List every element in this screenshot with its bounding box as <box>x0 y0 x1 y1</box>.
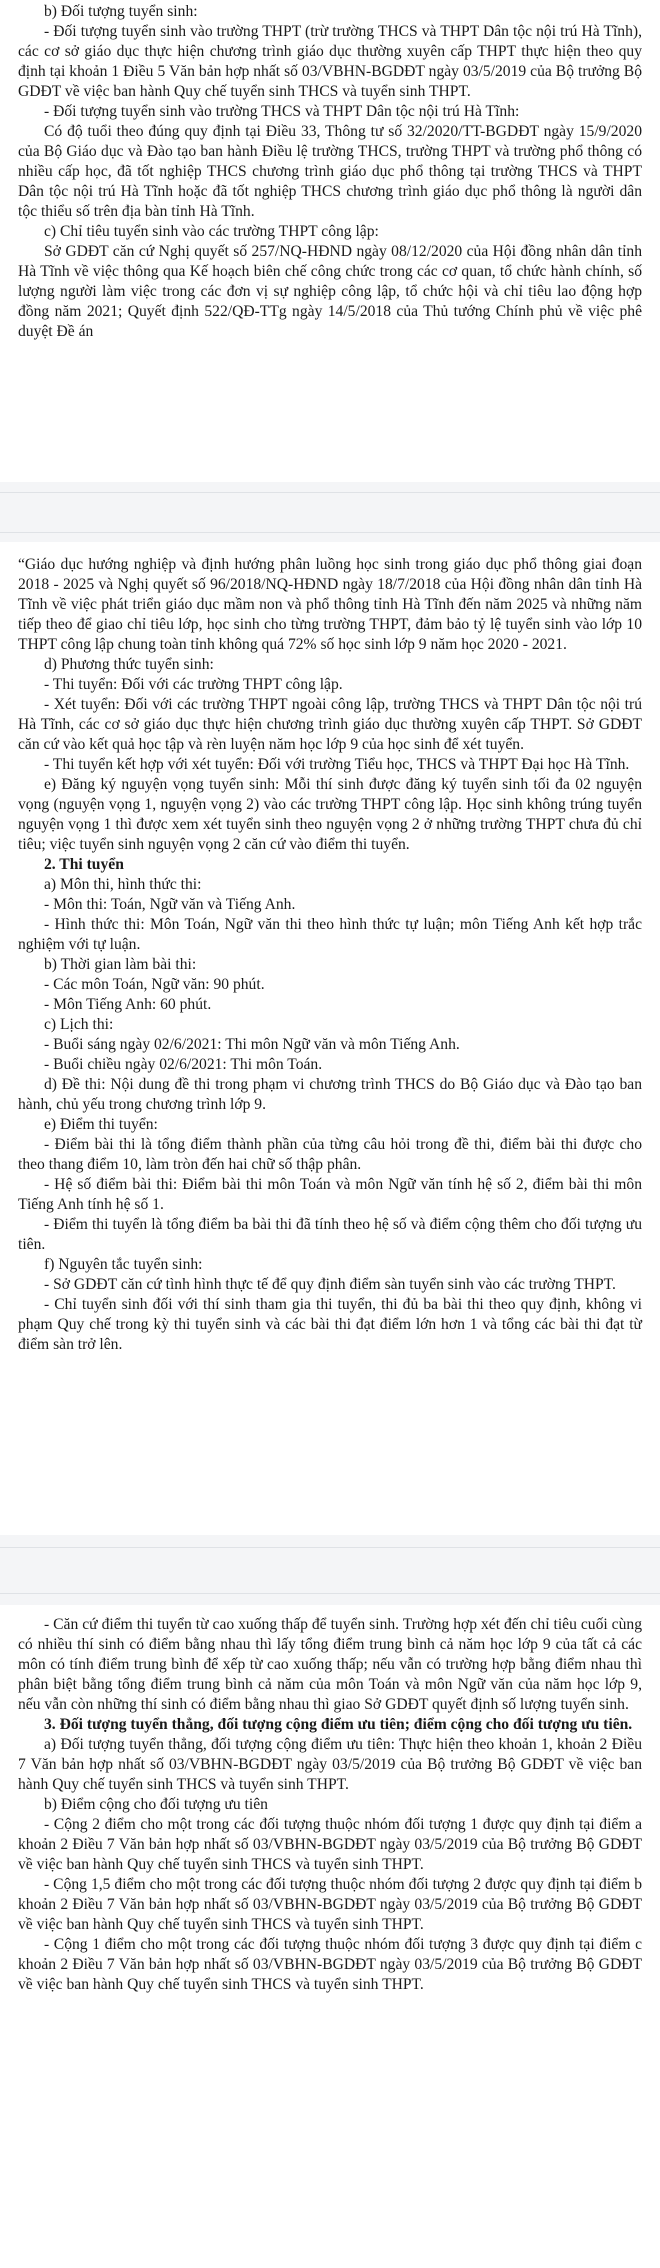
paragraph: - Thi tuyển kết hợp với xét tuyển: Đối với trường Tiểu học, THCS và THPT Đại học Hà Tĩnh. <box>44 756 630 773</box>
paragraph: - Điểm thi tuyển là tổng điểm ba bài thi đã tính theo hệ số và điểm cộng thêm cho đối tượng ưu tiên. <box>18 1216 642 1253</box>
page-break-1 <box>0 482 660 542</box>
paragraph: “Giáo dục hướng nghiệp và định hướng phân luồng học sinh trong giáo dục phổ thông giai đoạn 2018 - 2025 và Nghị quyết số 96/2018/NQ-HĐND ngày 18/7/2018 của Hội đồng nhân dân tỉnh Hà Tĩnh về việc phát triển giáo dục mầm non và phổ thông tỉnh Hà Tĩnh đến năm 2025 và những năm tiếp theo để giao chỉ tiêu lớp, học sinh cho từng trường THPT, đảm bảo tỷ lệ tuyển sinh vào lớp 10 THPT công lập chung toàn tỉnh không quá 72% số học sinh lớp 9 năm học 2020 - 2021. <box>18 556 642 653</box>
paragraph: - Cộng 2 điểm cho một trong các đối tượng thuộc nhóm đối tượng 1 được quy định tại điểm a khoản 2 Điều 7 Văn bản hợp nhất số 03/VBHN-BGDĐT ngày 03/5/2019 của Bộ trưởng Bộ GDĐT về việc ban hành Quy chế tuyển sinh THCS và tuyển sinh THPT. <box>18 1816 642 1873</box>
paragraph: b) Thời gian làm bài thi: <box>44 956 197 973</box>
paragraph: d) Phương thức tuyển sinh: <box>44 656 214 673</box>
paragraph: - Thi tuyển: Đối với các trường THPT công lập. <box>44 676 343 693</box>
paragraph: a) Đối tượng tuyển thẳng, đối tượng cộng điểm ưu tiên: Thực hiện theo khoản 1, khoản 2 Điều 7 Văn bản hợp nhất số 03/VBHN-BGDĐT ngày 03/5/2019 của Bộ trưởng Bộ GDĐT về việc ban hành Quy chế tuyển sinh THCS và tuyển sinh THPT. <box>18 1736 642 1793</box>
paragraph: - Môn thi: Toán, Ngữ văn và Tiếng Anh. <box>44 896 296 913</box>
document-section-3 <box>0 1615 660 1995</box>
paragraph: Có độ tuổi theo đúng quy định tại Điều 33, Thông tư số 32/2020/TT-BGDĐT ngày 15/9/2020 của Bộ Giáo dục và Đào tạo ban hành Điều lệ trường THCS, trường THPT và trường phổ thông có nhiều cấp học, đã tốt nghiệp THCS chương trình giáo dục phổ thông tại trường THCS và THPT Dân tộc nội trú Hà Tĩnh hoặc đã tốt nghiệp THCS chương trình giáo dục phổ thông là người dân tộc thiểu số trên địa bàn tỉnh Hà Tĩnh. <box>18 123 642 220</box>
paragraph: - Buổi sáng ngày 02/6/2021: Thi môn Ngữ văn và môn Tiếng Anh. <box>44 1036 460 1053</box>
paragraph: f) Nguyên tắc tuyển sinh: <box>44 1256 203 1273</box>
document-section-2 <box>0 555 660 1355</box>
paragraph: e) Đăng ký nguyện vọng tuyển sinh: Mỗi thí sinh được đăng ký tuyển sinh tối đa 02 nguyện vọng (nguyện vọng 1, nguyện vọng 2) vào các trường THPT công lập. Học sinh không trúng tuyển nguyện vọng 1 thì được xem xét tuyển sinh theo nguyện vọng 2 ở những trường THPT chưa đủ chỉ tiêu; việc tuyển sinh nguyện vọng 2 căn cứ vào điểm thi tuyển. <box>18 776 642 853</box>
paragraph: - Sở GDĐT căn cứ tình hình thực tế để quy định điểm sàn tuyển sinh vào các trường THPT. <box>44 1276 616 1293</box>
paragraph: - Hình thức thi: Môn Toán, Ngữ văn thi theo hình thức tự luận; môn Tiếng Anh kết hợp trắc nghiệm với tự luận. <box>18 916 642 953</box>
paragraph: b) Đối tượng tuyển sinh: <box>44 3 198 20</box>
paragraph: - Cộng 1 điểm cho một trong các đối tượng thuộc nhóm đối tượng 3 được quy định tại điểm c khoản 2 Điều 7 Văn bản hợp nhất số 03/VBHN-BGDĐT ngày 03/5/2019 của Bộ trưởng Bộ GDĐT về việc ban hành Quy chế tuyển sinh THCS và tuyển sinh THPT. <box>18 1936 642 1993</box>
document-section-1 <box>0 2 660 342</box>
paragraph: - Đối tượng tuyển sinh vào trường THCS và THPT Dân tộc nội trú Hà Tĩnh: <box>44 103 520 120</box>
paragraph: Sở GDĐT căn cứ Nghị quyết số 257/NQ-HĐND ngày 08/12/2020 của Hội đồng nhân dân tỉnh Hà Tĩnh về việc thông qua Kế hoạch biên chế công chức trong các cơ quan, tổ chức hành chính, số lượng người làm việc trong các đơn vị sự nghiệp công lập, tổ chức hội và chỉ tiêu lao động hợp đồng năm 2021; Quyết định 522/QĐ-TTg ngày 14/5/2018 của Thủ tướng Chính phủ về việc phê duyệt Đề án <box>18 243 642 340</box>
section-heading: 3. Đối tượng tuyển thẳng, đối tượng cộng điểm ưu tiên; điểm cộng cho đối tượng ưu tiên. <box>44 1716 633 1733</box>
paragraph: c) Lịch thi: <box>44 1016 114 1033</box>
section-heading: 2. Thi tuyển <box>44 856 124 873</box>
paragraph: b) Điểm cộng cho đối tượng ưu tiên <box>44 1796 268 1813</box>
paragraph: - Buổi chiều ngày 02/6/2021: Thi môn Toán. <box>44 1056 323 1073</box>
page-break-2 <box>0 1535 660 1605</box>
paragraph: - Đối tượng tuyển sinh vào trường THPT (trừ trường THCS và THPT Dân tộc nội trú Hà Tĩnh), các cơ sở giáo dục thực hiện chương trình giáo dục thường xuyên cấp THPT thực hiện theo quy định tại khoản 1 Điều 5 Văn bản hợp nhất số 03/VBHN-BGDĐT ngày 03/5/2019 của Bộ trưởng Bộ GDĐT về việc ban hành Quy chế tuyển sinh THCS và tuyển sinh THPT. <box>18 23 642 100</box>
paragraph: - Chỉ tuyển sinh đối với thí sinh tham gia thi tuyển, thi đủ ba bài thi theo quy định, không vi phạm Quy chế trong kỳ thi tuyển sinh và các bài thi đạt điểm lớn hơn 1 và tổng các bài thi đạt từ điểm sàn trở lên. <box>18 1296 642 1353</box>
paragraph: - Căn cứ điểm thi tuyển từ cao xuống thấp để tuyển sinh. Trường hợp xét đến chỉ tiêu cuối cùng có nhiều thí sinh có điểm bằng nhau thì lấy tổng điểm trung bình cả năm học lớp 9 của tất cả các môn có tính điểm trung bình để xếp từ cao xuống thấp; nếu vẫn có trường hợp bằng điểm nhau thì phân biệt bằng tổng điểm trung bình cả năm của môn Toán và môn Ngữ văn của năm học lớp 9, nếu vẫn còn những thí sinh có điểm bằng nhau thì giao Sở GDĐT quyết định số lượng tuyển sinh. <box>18 1616 642 1713</box>
paragraph: - Cộng 1,5 điểm cho một trong các đối tượng thuộc nhóm đối tượng 2 được quy định tại điểm b khoản 2 Điều 7 Văn bản hợp nhất số 03/VBHN-BGDĐT ngày 03/5/2019 của Bộ trưởng Bộ GDĐT về việc ban hành Quy chế tuyển sinh THCS và tuyển sinh THPT. <box>18 1876 642 1933</box>
paragraph: c) Chỉ tiêu tuyển sinh vào các trường THPT công lập: <box>44 223 379 240</box>
paragraph: - Hệ số điểm bài thi: Điểm bài thi môn Toán và môn Ngữ văn tính hệ số 2, điểm bài thi môn Tiếng Anh tính hệ số 1. <box>18 1176 642 1213</box>
paragraph: - Các môn Toán, Ngữ văn: 90 phút. <box>44 976 265 993</box>
paragraph: - Xét tuyển: Đối với các trường THPT ngoài công lập, trường THCS và THPT Dân tộc nội trú Hà Tĩnh, các cơ sở giáo dục thực hiện chương trình giáo dục thường xuyên cấp THPT. Sở GDĐT căn cứ vào kết quả học tập và rèn luyện năm học lớp 9 của học sinh để xét tuyển. <box>18 696 642 753</box>
paragraph: e) Điểm thi tuyển: <box>44 1116 158 1133</box>
paragraph: a) Môn thi, hình thức thi: <box>44 876 202 893</box>
paragraph: - Điểm bài thi là tổng điểm thành phần của từng câu hỏi trong đề thi, điểm bài thi được cho theo thang điểm 10, làm tròn đến hai chữ số thập phân. <box>18 1136 642 1173</box>
paragraph: - Môn Tiếng Anh: 60 phút. <box>44 996 212 1013</box>
paragraph: d) Đề thi: Nội dung đề thi trong phạm vi chương trình THCS do Bộ Giáo dục và Đào tạo ban hành, chủ yếu trong chương trình lớp 9. <box>18 1076 642 1113</box>
